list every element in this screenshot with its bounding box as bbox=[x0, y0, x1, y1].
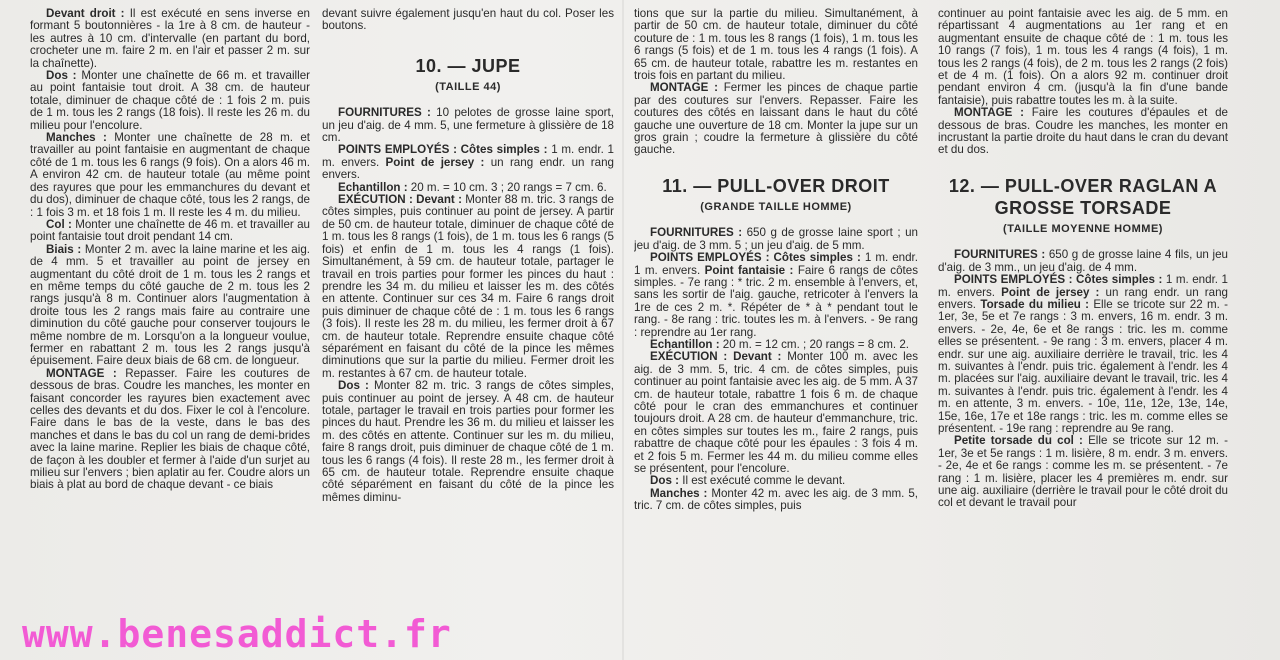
column-1 bbox=[30, 8, 310, 658]
section-title-jupe: 10. — JUPE bbox=[415, 55, 521, 76]
paragraph-continuation: continuer au point fantaisie avec les aig. de 5 mm. en répartissant 4 augmentations au 1er rang et en augmentant ensuite de chaque côté de : 1 m. tous les 10 rangs (7 fois), 1 m. tous les 4 rangs (4 fois), 1 m. tous les 2 rangs (4 fois), de 2 m. tous les 2 rangs (2 fois) et de 4 m. (1 fois). On a alors 92 m. continuer droit pendant environ 4 cm. (jusqu'à la fin d'une bande fantaisie), puis rabattre toutes les m. à la suite. bbox=[938, 8, 1228, 107]
paragraph-execution: EXÉCUTION : Devant : Monter 100 m. avec les aig. de 3 mm. 5, tric. 4 cm. de côtes simples, puis continuer au point fantaisie avec les aig. de 5 mm. A 37 cm. de hauteur totale, rabattre 1 fois 6 m. de chaque côté pour le cran des emmanchures et continuer toujours droit. A 28 cm. de hauteur d'emmanchure, tric. en côtes simples sur toutes les m., faire 2 rangs, puis rabattre de chaque côté pour les épaules : 3 fois 4 m. et 2 fois 5 m. Fermer les 44 m. du milieu comme elles se présentent, pour l'encolure. bbox=[634, 350, 918, 475]
paragraph-echantillon: Echantillon : 20 m. = 10 cm. 3 ; 20 rangs = 7 cm. 6. bbox=[338, 180, 607, 194]
paragraph-montage: MONTAGE : Fermer les pinces de chaque partie par des coutures sur l'envers. Repasser. Faire les coutures des côtés en laissant dans le haut du côté gauche une ouverture de 18 cm. Monter la jupe sur un gros grain ; coudre la fermeture à glissière du côté gauche. bbox=[634, 81, 918, 157]
paragraph-points-employes: POINTS EMPLOYÉS : Côtes simples : 1 m. endr. 1 m. envers. Point de jersey : un rang endr. un rang envers. bbox=[322, 143, 614, 182]
watermark-url: www.benesaddict.fr bbox=[22, 612, 452, 656]
column-fold bbox=[622, 0, 624, 660]
paragraph-manches: Manches : Monter 42 m. avec les aig. de 3 mm. 5, tric. 7 cm. de côtes simples, puis bbox=[634, 486, 918, 513]
section-subtitle-jupe: (TAILLE 44) bbox=[435, 80, 501, 93]
section-subtitle-pull-over-droit: (GRANDE TAILLE HOMME) bbox=[700, 200, 852, 213]
paragraph-execution: EXÉCUTION : Devant : Monter 88 m. tric. 3 rangs de côtes simples, puis continuer au point de jersey. A partir de 50 cm. de hauteur totale, diminuer de chaque côté de 1 m. tous les 8 rangs (1 fois), de 1 m. tous les 6 rangs (5 fois) et enfin de 1 m. tous les 4 rangs (1 fois). Simultanément, à 59 cm. de hauteur totale, partager le travail en trois parties pour former les pinces du haut : prendre les 34 m. du milieu et laisser les m. des côtés en attente. Continuer sur ces 34 m. Faire 6 rangs droit puis diminuer de chaque côté de : 1 m. tous les 6 rangs (3 fois). Il reste les 28 m. du milieu, les fermer droit à 67 cm. de hauteur totale. Reprendre ensuite chaque côté séparément en faisant du côté de la pince les mêmes diminutions que sur la partie du milieu. Fermer droit les m. restantes à 67 cm. de hauteur totale. bbox=[322, 193, 614, 380]
paragraph-dos: Dos : Monter 82 m. tric. 3 rangs de côtes simples, puis continuer au point de jersey. A 48 cm. de hauteur totale, partager le travail en trois parties pour former les pinces du haut. Prendre les 36 m. du milieu et laisser les m. des côtés en attente. Continuer sur les m. du milieu, faire 8 rangs droit, puis diminuer de chaque côté de 1 m. tous les 6 rangs (4 fois). Il reste 28 m., les fermer droit à 65 cm. de hauteur totale. Reprendre ensuite chaque côté séparément en faisant du côté de la pince les mêmes diminu- bbox=[322, 379, 614, 504]
section-title-pull-over-raglan: 12. — PULL-OVER RAGLAN A GROSSE TORSADE bbox=[948, 175, 1218, 218]
paragraph-petite-torsade: Petite torsade du col : Elle se tricote sur 12 m. - 1er, 3e et 5e rangs : 1 m. lisière, 8 m. endr. 3 m. envers. - 2e, 4e et 6e rangs : comme les m. se présentent. - 7e rang : 1 m. lisière, placer les 4 premières m. endr. sur une aig. auxiliaire (derrière le travail pour le côté droit du col et devant le travail pour bbox=[938, 434, 1228, 510]
section-subtitle-pull-over-raglan: (TAILLE MOYENNE HOMME) bbox=[1003, 222, 1163, 235]
paragraph-col: Col : Monter une chaînette de 46 m. et travailler au point fantaisie tout droit pendant 14 cm. bbox=[30, 217, 310, 244]
paragraph-biais: Biais : Monter 2 m. avec la laine marine et les aig. de 4 mm. 5 et travailler au point de jersey en augmentant du côté droit de 1 m. tous les 2 rangs et en même temps du côté gauche de 2 m. tous les 2 rangs jusqu'à 8 m. Continuer alors l'augmentation à droite tous les 2 rangs mais faire au contraire une diminution du côté gauche pour conserver toujours le même nombre de m. Lorsqu'on a la longueur voulue, fermer en rabattant 2 m. tous les 2 rangs jusqu'à épuisement. Faire deux biais de 68 cm. de longueur. bbox=[30, 242, 310, 368]
paragraph-dos: Dos : Il est exécuté comme le devant. bbox=[650, 474, 846, 488]
paragraph-montage: MONTAGE : Faire les coutures d'épaules et de dessous de bras. Coudre les manches, les monter en incrustant la partie droite du haut dans le cran du devant et du dos. bbox=[938, 106, 1228, 157]
column-2 bbox=[322, 8, 614, 658]
paragraph-dos: Dos : Monter une chaînette de 66 m. et travailler au point fantaisie tout droit. A 38 cm. de hauteur totale, diminuer de chaque côté de : 1 fois 2 m. puis de 1 m. tous les 2 rangs (18 fois). Il reste les 26 m. du milieu pour l'encolure. bbox=[30, 69, 310, 132]
paragraph-montage: MONTAGE : Repasser. Faire les coutures de dessous de bras. Coudre les manches, les monter en faisant concorder les rayures bien exactement avec celles des devants et du dos. Fixer le col à l'encolure. Faire dans le bas de la veste, dans le bas des manches et dans le bas du col un rang de demi-brides avec la laine marine. Replier les biais de chaque côté, de façon à les doubler et fermer à l'aide d'un surjet au milieu sur l'envers ; bien aplatir au fer. Coudre alors un biais à plat au bord de chaque devant - ce biais bbox=[30, 366, 310, 492]
paragraph-devant-droit: Devant droit : Il est exécuté en sens inverse en formant 5 boutonnières - la 1re à 8 cm. de hauteur - les autres à 10 cm. d'intervalle (en partant du bord, crocheter une m. faire 2 m. en l'air et passer 2 m. sur la chaînette). bbox=[30, 8, 310, 70]
paragraph-points-employes: POINTS EMPLOYÉS : Côtes simples : 1 m. endr. 1 m. envers. Point de jersey : un rang endr. un rang envers. Torsade du milieu : Elle se tricote sur 22 m. - 1er, 3e, 5e et 7e rangs : 3 m. envers, 16 m. endr. 3 m. envers. - 2e, 4e, 6e et 8e rangs : tric. les m. comme elles se présentent. - 9e rang : 3 m. envers, placer 4 m. endr. sur une aig. auxiliaire derrière le travail, tric. les 4 m. suivantes à l'endr. puis tric. également à l'endr. les 4 m. placées sur l'aig. auxiliaire devant le travail, tric. les 4 m. suivantes à l'endr. puis tric. également à l'endr. les 4 m. en attente, 3 m. envers. - 10e, 11e, 12e, 13e, 14e, 15e, 16e, 17e et 18e rangs : tric. les m. comme elles se présentent. - 19e rang : reprendre au 9e rang. bbox=[938, 273, 1228, 435]
paragraph-continuation: tions que sur la partie du milieu. Simultanément, à partir de 50 cm. de hauteur totale, diminuer du côté couture de : 1 m. tous les 8 rangs (1 fois), 1 m. tous les 6 rangs (5 fois) et de 1 m. tous les 4 rangs (1 fois). A 65 cm. de hauteur totale, rabattre les m. restantes en trois fois en partant du milieu. bbox=[634, 8, 918, 83]
paragraph-fournitures: FOURNITURES : 650 g de grosse laine sport ; un jeu d'aig. de 3 mm. 5 ; un jeu d'aig. de 5 mm. bbox=[634, 226, 918, 252]
paragraph-fournitures: FOURNITURES : 650 g de grosse laine 4 fils, un jeu d'aig. de 3 mm., un jeu d'aig. de 4 mm. bbox=[938, 248, 1228, 274]
column-3 bbox=[634, 8, 918, 658]
paragraph-echantillon: Echantillon : 20 m. = 12 cm. ; 20 rangs = 8 cm. 2. bbox=[650, 337, 910, 351]
column-4 bbox=[938, 8, 1228, 658]
paragraph-points-employes: POINTS EMPLOYÉS : Côtes simples : 1 m. endr. 1 m. envers. Point fantaisie : Faire 6 rangs de côtes simples. - 7e rang : * tric. 2 m. ensemble à l'envers, et, sans les sortir de l'aig. gauche, retricoter à l'envers la 1re de ces 2 m. *. Répéter de * à * pendant tout le rang. - 8e rang : tric. toutes les m. à l'envers. - 9e rang : reprendre au 1er rang. bbox=[634, 251, 918, 339]
paragraph-continuation: devant suivre également jusqu'en haut du col. Poser les boutons. bbox=[322, 8, 614, 33]
paragraph-manches: Manches : Monter une chaînette de 28 m. et travailler au point fantaisie en augmentant de chaque côté de 1 m. tous les 6 rangs (9 fois). On a alors 46 m. A environ 42 cm. de hauteur totale (au même point des rayures que pour les emmanchures du devant et du dos), diminuer de chaque côté, tous les 2 rangs, de : 1 fois 3 m. et 18 fois 1 m. Il reste les 4 m. du milieu. bbox=[30, 131, 310, 219]
section-title-pull-over-droit: 11. — PULL-OVER DROIT bbox=[662, 175, 890, 196]
paragraph-fournitures: FOURNITURES : 10 pelotes de grosse laine sport, un jeu d'aig. de 4 mm. 5, une fermeture à glissière de 18 cm. bbox=[322, 106, 614, 145]
